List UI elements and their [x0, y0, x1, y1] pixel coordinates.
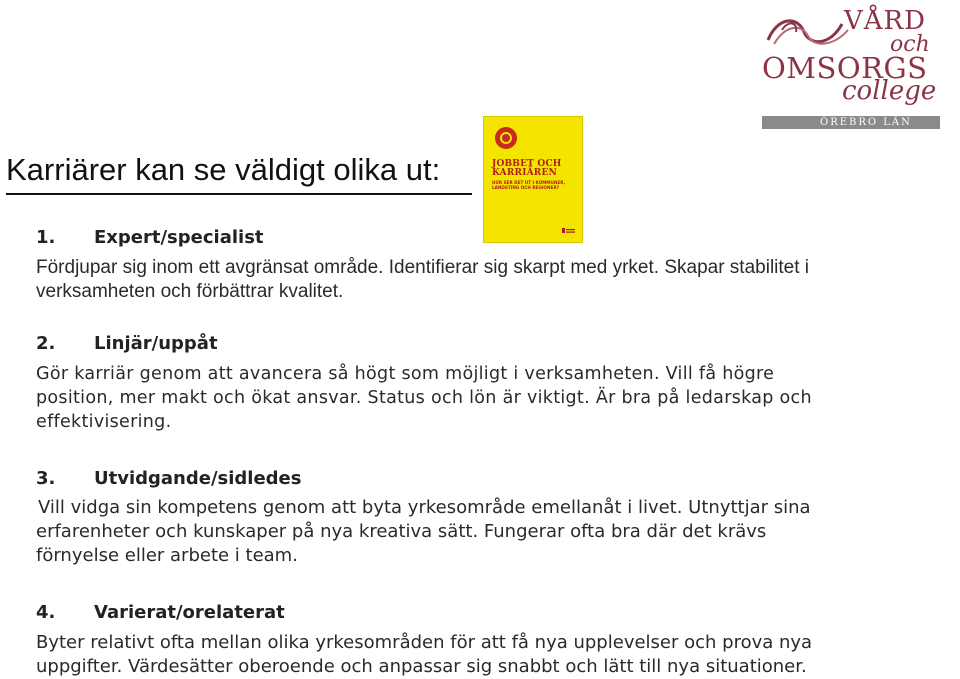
item-title: Varierat/orelaterat — [94, 602, 285, 623]
description-line: Gör karriär genom att avancera så högt som möjligt i verksamheten. Vill få högre — [36, 364, 775, 384]
book-title: JOBBET OCH KARRIÄREN — [492, 159, 562, 178]
item-number: 2. — [36, 333, 56, 354]
item-number: 1. — [36, 227, 56, 248]
item-description — [36, 256, 809, 304]
seal-icon — [495, 127, 517, 149]
item-title: Expert/specialist — [94, 227, 264, 248]
item-heading — [36, 468, 301, 489]
item-title: Linjär/uppåt — [94, 333, 218, 354]
description-line: förnyelse eller arbete i team. — [36, 545, 298, 566]
item-description — [36, 362, 812, 434]
item-heading — [36, 333, 218, 354]
description-line: Byter relativt ofta mellan olika yrkesområden för att få nya upplevelser och prova nya — [36, 632, 813, 653]
title-underline — [6, 193, 472, 195]
logo-text-omsorgs: OMSORGS — [762, 51, 928, 85]
item-number: 3. — [36, 468, 56, 489]
description-line: erfarenheter och kunskaper på nya kreativa sätt. Fungerar ofta bra där det krävs — [36, 521, 767, 542]
slide-title: Karriärer kan se väldigt olika ut: — [6, 152, 441, 187]
item-description — [36, 631, 812, 679]
item-number: 4. — [36, 602, 56, 623]
item-description — [36, 496, 811, 568]
item-heading — [36, 602, 285, 623]
description-line: position, mer makt och ökat ansvar. Status och lön är viktigt. Är bra på ledarskap och — [36, 388, 812, 408]
logo-region: ÖREBRO LÄN — [820, 117, 912, 128]
description-line: effektivisering. — [36, 412, 172, 432]
book-cover-image — [484, 117, 582, 242]
item-title: Utvidgande/sidledes — [94, 468, 302, 489]
book-subtitle: HUR SER DET UT I KOMMUNER, LANDSTING OCH REGIONER? — [492, 180, 566, 190]
description-line: Fördjupar sig inom ett avgränsat område. Identifierar sig skarpt med yrket. Skapar stabilitet i — [36, 257, 810, 278]
vard-omsorgscollege-logo — [762, 4, 960, 130]
publisher-logo-icon — [562, 227, 576, 235]
description-line: verksamheten och förbättrar kvalitet. — [36, 281, 344, 302]
description-line: Vill vidga sin kompetens genom att byta yrkesområde emellanåt i livet. Utnyttjar sina — [38, 497, 811, 518]
description-line: uppgifter. Värdesätter oberoende och anpassar sig snabbt och lätt till nya situationer. — [36, 656, 807, 677]
logo-text-och: och — [890, 32, 930, 57]
item-heading — [36, 227, 264, 248]
logo-text-vard: VÅRD — [844, 6, 926, 36]
logo-text-college: college — [842, 76, 937, 106]
